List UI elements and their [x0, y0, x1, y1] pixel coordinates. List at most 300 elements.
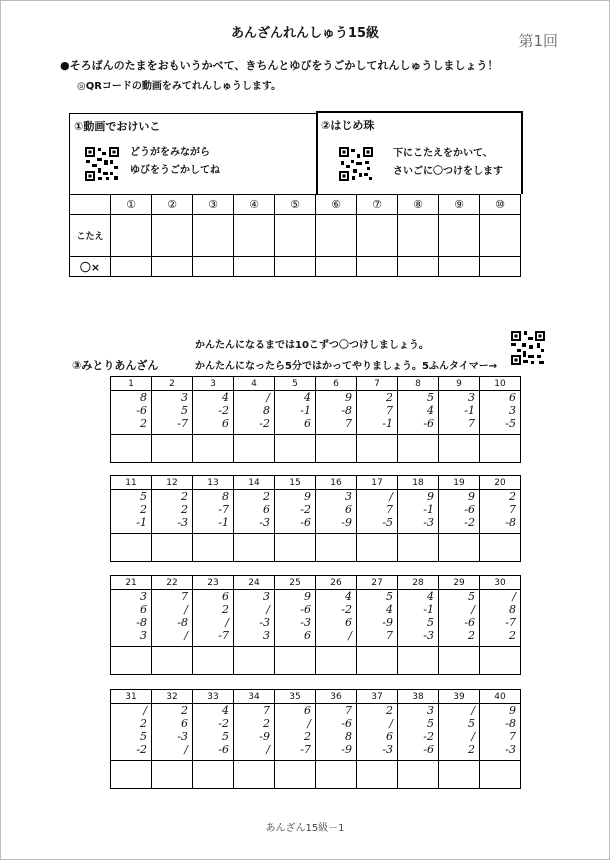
figure: 8 — [345, 730, 352, 743]
figure: -3 — [382, 743, 393, 756]
problem-answer-cell[interactable] — [316, 534, 357, 562]
problem-answer-cell[interactable] — [275, 761, 316, 789]
problem-answer-cell[interactable] — [439, 647, 480, 675]
problem-answer-cell[interactable] — [193, 435, 234, 463]
figure: 2 — [468, 629, 475, 642]
figure: 6 — [222, 590, 229, 603]
problem-figures — [275, 590, 316, 647]
figure: -2 — [136, 743, 147, 756]
figure: 5 — [386, 590, 393, 603]
figure: / — [389, 717, 393, 730]
problem-answer-cell[interactable] — [275, 435, 316, 463]
figure: / — [266, 743, 270, 756]
figure: 2 — [263, 490, 270, 503]
figure: 6 — [386, 730, 393, 743]
figure: -2 — [218, 404, 229, 417]
problem-answer-cell[interactable] — [234, 534, 275, 562]
video-practice-box — [69, 113, 317, 194]
figure: -9 — [382, 616, 393, 629]
problem-answer-cell[interactable] — [275, 647, 316, 675]
figure: -1 — [423, 503, 434, 516]
problem-figures — [480, 391, 521, 435]
problem-figures — [316, 590, 357, 647]
figure: / — [266, 603, 270, 616]
figure: -1 — [464, 404, 475, 417]
instruction-line-1: ●そろばんのたまをおもいうかべて、きちんとゆびをうごかしてれんしゅうしましょう！ — [60, 59, 499, 72]
problem-answer-cell[interactable] — [193, 647, 234, 675]
figure: 9 — [509, 704, 516, 717]
problem-figures — [398, 590, 439, 647]
problem-answer-cell[interactable] — [111, 435, 152, 463]
problem-figures — [357, 590, 398, 647]
problem-answer-cell[interactable] — [357, 647, 398, 675]
problem-figures — [193, 490, 234, 534]
mark-cell[interactable] — [357, 257, 398, 277]
problem-number: 9 — [439, 377, 480, 391]
answer-col-header: ① — [111, 195, 152, 215]
problem-figures — [193, 391, 234, 435]
answer-cell[interactable] — [275, 215, 316, 257]
problem-answer-cell[interactable] — [357, 761, 398, 789]
figure: 7 — [386, 629, 393, 642]
figure: 6 — [345, 616, 352, 629]
figure: 3 — [263, 590, 270, 603]
problem-number: 10 — [480, 377, 521, 391]
mark-row — [70, 257, 521, 277]
answer-col-header: ⑦ — [357, 195, 398, 215]
figure: 6 — [304, 704, 311, 717]
problem-figures — [357, 391, 398, 435]
figure: / — [389, 490, 393, 503]
figure: -2 — [423, 730, 434, 743]
figure: 7 — [468, 417, 475, 430]
section3-title: ③みとりあんざん — [72, 359, 159, 372]
problem-figures — [480, 590, 521, 647]
answer-cell[interactable] — [480, 215, 521, 257]
section1-text-1: どうがをみながら — [130, 147, 210, 158]
qr-code-icon[interactable] — [338, 146, 374, 182]
figure: 2 — [304, 730, 311, 743]
page-title: あんざんれんしゅう15級 — [230, 26, 380, 41]
problem-number: 11 — [111, 476, 152, 490]
figure: 6 — [509, 391, 516, 404]
problem-block-2 — [110, 475, 521, 562]
answer-col-header: ⑥ — [316, 195, 357, 215]
problem-number: 34 — [234, 690, 275, 704]
answer-cell[interactable] — [439, 215, 480, 257]
figure: 8 — [263, 404, 270, 417]
problem-number: 38 — [398, 690, 439, 704]
answer-cell[interactable] — [193, 215, 234, 257]
figure: / — [471, 704, 475, 717]
mark-cell[interactable] — [111, 257, 152, 277]
figure: -8 — [505, 717, 516, 730]
problem-answer-cell[interactable] — [316, 435, 357, 463]
figure: -1 — [423, 603, 434, 616]
problem-number: 26 — [316, 576, 357, 590]
problem-answer-cell[interactable] — [152, 534, 193, 562]
figure: -8 — [177, 616, 188, 629]
figure: -5 — [505, 417, 516, 430]
figure: -3 — [259, 616, 270, 629]
problem-figures — [152, 490, 193, 534]
figure: -3 — [505, 743, 516, 756]
figure: 4 — [427, 404, 434, 417]
figure: -2 — [464, 516, 475, 529]
mark-cell[interactable] — [439, 257, 480, 277]
figure: 5 — [140, 730, 147, 743]
problem-block-3 — [110, 575, 521, 675]
figure: 7 — [386, 404, 393, 417]
problem-figures — [439, 391, 480, 435]
figure: 2 — [509, 629, 516, 642]
figure: 2 — [222, 603, 229, 616]
mark-cell[interactable] — [480, 257, 521, 277]
corner-cell — [70, 195, 111, 215]
figure: 2 — [181, 503, 188, 516]
problem-answer-cell[interactable] — [439, 761, 480, 789]
figure: -9 — [259, 730, 270, 743]
figure: -1 — [382, 417, 393, 430]
problem-answer-cell[interactable] — [234, 435, 275, 463]
mark-cell[interactable] — [193, 257, 234, 277]
problem-figures — [398, 391, 439, 435]
problem-number: 33 — [193, 690, 234, 704]
problem-number: 21 — [111, 576, 152, 590]
figure: 8 — [222, 490, 229, 503]
problem-answer-cell[interactable] — [480, 761, 521, 789]
figure: 5 — [468, 717, 475, 730]
figure: 4 — [222, 704, 229, 717]
problem-answer-cell[interactable] — [152, 647, 193, 675]
problem-number: 31 — [111, 690, 152, 704]
figure: 2 — [386, 391, 393, 404]
figure: -9 — [341, 743, 352, 756]
problem-figures — [234, 391, 275, 435]
figure: 2 — [468, 743, 475, 756]
answer-cell[interactable] — [316, 215, 357, 257]
figure: 2 — [140, 417, 147, 430]
figure: 5 — [222, 730, 229, 743]
problem-figures — [152, 590, 193, 647]
figure: -6 — [136, 404, 147, 417]
problem-figures — [480, 490, 521, 534]
problem-number: 8 — [398, 377, 439, 391]
figure: 5 — [140, 490, 147, 503]
figure: 2 — [386, 704, 393, 717]
problem-answer-cell[interactable] — [234, 761, 275, 789]
figure: -8 — [341, 404, 352, 417]
problem-figures — [152, 704, 193, 761]
page-footer: あんざん15級－1 — [265, 823, 345, 834]
figure: -2 — [341, 603, 352, 616]
figure: 7 — [509, 503, 516, 516]
figure: 2 — [181, 490, 188, 503]
problem-block-1 — [110, 376, 521, 463]
problem-figures — [111, 490, 152, 534]
problem-answer-cell[interactable] — [398, 435, 439, 463]
problem-answer-cell[interactable] — [398, 647, 439, 675]
problem-answer-cell[interactable] — [111, 534, 152, 562]
problem-number: 36 — [316, 690, 357, 704]
figure: / — [348, 629, 352, 642]
problem-answer-cell[interactable] — [193, 534, 234, 562]
problem-answer-cell[interactable] — [357, 435, 398, 463]
figure: 7 — [509, 730, 516, 743]
answer-cell[interactable] — [234, 215, 275, 257]
figure: 5 — [427, 616, 434, 629]
problem-answer-cell[interactable] — [357, 534, 398, 562]
figure: 7 — [345, 417, 352, 430]
figure: -6 — [423, 743, 434, 756]
problem-number: 19 — [439, 476, 480, 490]
mark-cell[interactable] — [234, 257, 275, 277]
figure: 6 — [181, 717, 188, 730]
problem-figures — [316, 391, 357, 435]
problem-number: 17 — [357, 476, 398, 490]
problem-number: 37 — [357, 690, 398, 704]
figure: 6 — [263, 503, 270, 516]
figure: 4 — [386, 603, 393, 616]
figure: 2 — [181, 704, 188, 717]
problem-figures — [275, 704, 316, 761]
section2-title: ②はじめ珠 — [321, 119, 375, 132]
problem-answer-cell[interactable] — [111, 647, 152, 675]
figure: -1 — [300, 404, 311, 417]
figure: 4 — [304, 391, 311, 404]
problem-answer-cell[interactable] — [480, 534, 521, 562]
figure: -9 — [341, 516, 352, 529]
problem-answer-cell[interactable] — [480, 647, 521, 675]
figure: -6 — [464, 503, 475, 516]
answer-row-label: こたえ — [70, 215, 111, 257]
problem-answer-cell[interactable] — [275, 534, 316, 562]
problem-figures — [111, 391, 152, 435]
problem-block-4 — [110, 689, 521, 789]
section2-text-2: さいごに〇つけをします — [393, 166, 503, 177]
instruction-line-2: ◎QRコードの動画をみてれんしゅうします。 — [77, 81, 282, 92]
problem-number: 5 — [275, 377, 316, 391]
mark-row-label: 〇× — [70, 257, 111, 277]
problem-figures — [439, 490, 480, 534]
mark-cell[interactable] — [152, 257, 193, 277]
problem-figures — [398, 704, 439, 761]
section3-note-1: かんたんになるまでは10こずつ〇つけしましょう。 — [195, 340, 429, 351]
figure: 3 — [509, 404, 516, 417]
figure: -7 — [177, 417, 188, 430]
problem-number: 16 — [316, 476, 357, 490]
answer-col-header: ② — [152, 195, 193, 215]
figure: / — [266, 391, 270, 404]
figure: 5 — [468, 590, 475, 603]
figure: 7 — [345, 704, 352, 717]
figure: 5 — [427, 391, 434, 404]
answer-col-header: ⑤ — [275, 195, 316, 215]
problem-figures — [152, 391, 193, 435]
problem-number: 2 — [152, 377, 193, 391]
problem-figures — [234, 490, 275, 534]
problem-number: 28 — [398, 576, 439, 590]
figure: 3 — [263, 629, 270, 642]
figure: 2 — [140, 503, 147, 516]
section1-title: ①動画でおけいこ — [74, 120, 161, 133]
figure: 3 — [140, 590, 147, 603]
figure: -3 — [423, 629, 434, 642]
problem-figures — [316, 704, 357, 761]
figure: 4 — [427, 590, 434, 603]
figure: / — [184, 603, 188, 616]
problem-number: 29 — [439, 576, 480, 590]
problem-number: 23 — [193, 576, 234, 590]
figure: 5 — [427, 717, 434, 730]
figure: 6 — [140, 603, 147, 616]
figure: -6 — [341, 717, 352, 730]
problem-number: 15 — [275, 476, 316, 490]
problem-figures — [111, 590, 152, 647]
problem-figures — [398, 490, 439, 534]
problem-figures — [234, 590, 275, 647]
problem-answer-cell[interactable] — [316, 647, 357, 675]
figure: 3 — [427, 704, 434, 717]
problem-number: 14 — [234, 476, 275, 490]
answer-cell[interactable] — [111, 215, 152, 257]
problem-answer-cell[interactable] — [316, 761, 357, 789]
answer-col-header: ⑨ — [439, 195, 480, 215]
section1-text-2: ゆびをうごかしてね — [130, 165, 220, 176]
figure: / — [512, 590, 516, 603]
figure: 9 — [468, 490, 475, 503]
problem-number: 6 — [316, 377, 357, 391]
figure: 6 — [304, 417, 311, 430]
problem-answer-cell[interactable] — [152, 435, 193, 463]
figure: 7 — [181, 590, 188, 603]
problem-number: 4 — [234, 377, 275, 391]
answer-cell[interactable] — [357, 215, 398, 257]
problem-figures — [357, 490, 398, 534]
mark-cell[interactable] — [398, 257, 439, 277]
problem-answer-cell[interactable] — [111, 761, 152, 789]
problem-figures — [193, 704, 234, 761]
mark-cell[interactable] — [316, 257, 357, 277]
problem-number: 24 — [234, 576, 275, 590]
problem-figures — [111, 704, 152, 761]
figure: 3 — [345, 490, 352, 503]
figure: -6 — [300, 516, 311, 529]
figure: -2 — [259, 417, 270, 430]
problem-number: 27 — [357, 576, 398, 590]
problem-answer-cell[interactable] — [398, 534, 439, 562]
problem-answer-cell[interactable] — [480, 435, 521, 463]
figure: -3 — [300, 616, 311, 629]
figure: -3 — [259, 516, 270, 529]
figure: -7 — [218, 629, 229, 642]
answer-col-header: ④ — [234, 195, 275, 215]
problem-number: 32 — [152, 690, 193, 704]
first-bead-box — [316, 111, 523, 194]
timer-qr-code-icon[interactable] — [510, 330, 546, 366]
figure: / — [471, 603, 475, 616]
problem-number: 22 — [152, 576, 193, 590]
section3-note-2: かんたんになったら5分ではかってやりましょう。5ふんタイマー→ — [195, 361, 498, 372]
problem-figures — [480, 704, 521, 761]
problem-figures — [316, 490, 357, 534]
figure: 7 — [386, 503, 393, 516]
problem-figures — [275, 490, 316, 534]
figure: 8 — [509, 603, 516, 616]
problem-number: 39 — [439, 690, 480, 704]
figure: -1 — [218, 516, 229, 529]
problem-number: 40 — [480, 690, 521, 704]
figure: 2 — [263, 717, 270, 730]
problem-answer-cell[interactable] — [234, 647, 275, 675]
answer-table — [69, 194, 521, 277]
qr-code-icon[interactable] — [84, 146, 120, 182]
figure: -8 — [505, 516, 516, 529]
mark-cell[interactable] — [275, 257, 316, 277]
figure: -1 — [136, 516, 147, 529]
problem-number: 18 — [398, 476, 439, 490]
problem-figures — [275, 391, 316, 435]
figure: -8 — [136, 616, 147, 629]
figure: 4 — [345, 590, 352, 603]
problem-number: 7 — [357, 377, 398, 391]
problem-number: 3 — [193, 377, 234, 391]
figure: 9 — [304, 490, 311, 503]
problem-number: 12 — [152, 476, 193, 490]
answer-col-header: ⑧ — [398, 195, 439, 215]
problem-answer-cell[interactable] — [439, 435, 480, 463]
figure: 6 — [222, 417, 229, 430]
problem-number: 13 — [193, 476, 234, 490]
problem-figures — [193, 590, 234, 647]
figure: 9 — [345, 391, 352, 404]
figure: -2 — [300, 503, 311, 516]
answer-col-header: ③ — [193, 195, 234, 215]
problem-answer-cell[interactable] — [398, 761, 439, 789]
figure: -6 — [218, 743, 229, 756]
figure: / — [143, 704, 147, 717]
figure: -7 — [300, 743, 311, 756]
problem-number: 30 — [480, 576, 521, 590]
figure: -6 — [300, 603, 311, 616]
figure: / — [184, 743, 188, 756]
problem-figures — [234, 704, 275, 761]
answer-cell[interactable] — [152, 215, 193, 257]
round-label: 第1回 — [518, 32, 558, 50]
figure: 3 — [140, 629, 147, 642]
problem-answer-cell[interactable] — [193, 761, 234, 789]
figure: 2 — [140, 717, 147, 730]
figure: -6 — [464, 616, 475, 629]
figure: 9 — [304, 590, 311, 603]
problem-figures — [357, 704, 398, 761]
figure: / — [225, 616, 229, 629]
problem-number: 20 — [480, 476, 521, 490]
figure: 3 — [181, 391, 188, 404]
figure: -7 — [505, 616, 516, 629]
answer-cell[interactable] — [398, 215, 439, 257]
problem-answer-cell[interactable] — [152, 761, 193, 789]
figure: 7 — [263, 704, 270, 717]
figure: -6 — [423, 417, 434, 430]
problem-answer-cell[interactable] — [439, 534, 480, 562]
figure: 4 — [222, 391, 229, 404]
figure: 5 — [181, 404, 188, 417]
figure: / — [471, 730, 475, 743]
figure: 6 — [304, 629, 311, 642]
figure: -3 — [177, 730, 188, 743]
figure: / — [307, 717, 311, 730]
